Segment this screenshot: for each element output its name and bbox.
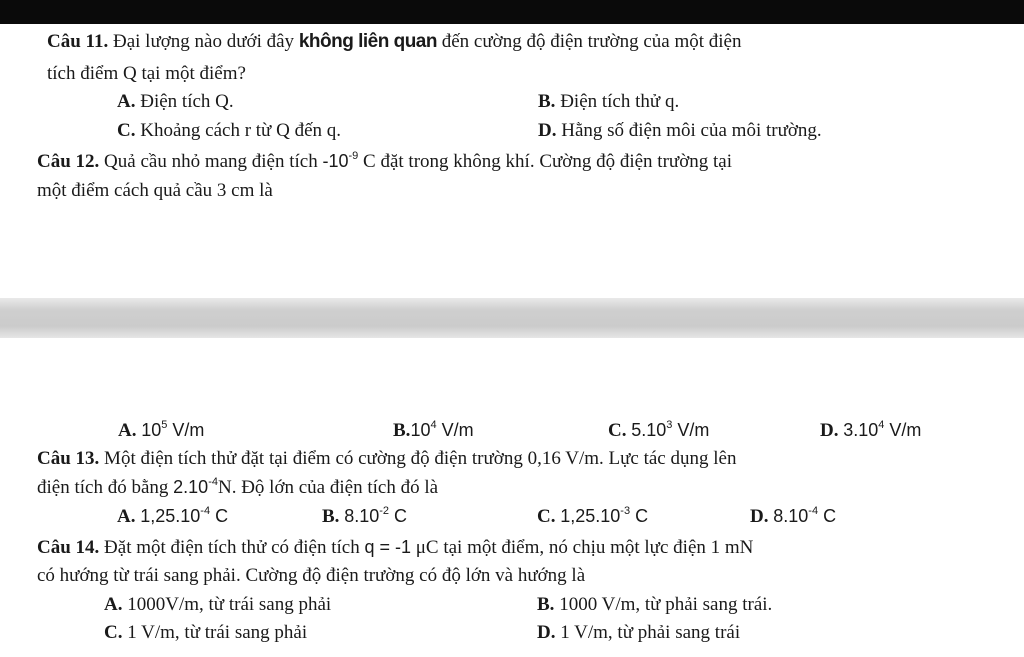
q11-stem-line2: tích điểm Q tại một điểm?: [47, 63, 246, 84]
q12-stem-line2: một điểm cách quả cầu 3 cm là: [37, 180, 273, 201]
q12-stem-line1: Câu 12. Quả cầu nhỏ mang điện tích $-10^{-9}$ C đặt trong không khí. Cường độ điện trường tại: [37, 150, 732, 172]
q11-stem-line1: [47, 31, 742, 53]
q11-highlight: không liên quan: [298, 31, 437, 52]
q12-number: Câu 12.: [37, 151, 100, 172]
top-dark-bar: [0, 0, 1024, 24]
q13-stem-line2: điện tích đó bằng $2.10^{-4}N$. Độ lớn của điện tích đó là: [37, 476, 439, 498]
q11-text-after: đến cường độ điện trường của một điện: [441, 31, 742, 52]
q14-number: Câu 14.: [37, 537, 100, 558]
q13-force: $2.10^{-4}$: [173, 476, 218, 497]
q14-stem-line2: có hướng từ trái sang phải. Cường độ điện trường có độ lớn và hướng là: [37, 565, 586, 586]
q14-stem-line1: Câu 14. Đặt một điện tích thử có điện tích q = -1 μC tại một điểm, nó chịu một lực điện 1 mN: [37, 537, 754, 558]
q11-text-before: Đại lượng nào dưới đây: [113, 31, 295, 52]
q13-stem-line1: Câu 13. Một điện tích thử đặt tại điểm có cường độ điện trường 0,16 V/m. Lực tác dụng lên: [37, 448, 737, 469]
q12-charge: $-10^{-9}$: [322, 150, 359, 171]
q12-option-b[interactable]: $B.10^4$ V/m: [393, 419, 474, 441]
q14-option-a[interactable]: A. 1000V/m, từ trái sang phải: [104, 594, 332, 615]
q14-option-c[interactable]: C. 1 V/m, từ trái sang phải: [104, 622, 308, 643]
gray-separator-band: [0, 298, 1024, 338]
q11-number: Câu 11.: [47, 31, 109, 52]
q14-option-b[interactable]: B. 1000 V/m, từ phải sang trái.: [537, 594, 773, 615]
q14-charge: q = -1: [364, 537, 411, 557]
q12-option-d[interactable]: D. 3.10$^4$ V/m: [820, 419, 922, 441]
q12-option-c[interactable]: C. 5.10$^3$ V/m: [608, 419, 710, 441]
q11-option-a[interactable]: A. Điện tích Q.: [117, 91, 234, 112]
q13-number: Câu 13.: [37, 448, 100, 469]
q13-option-a[interactable]: A. $1,25.10^{-4}$ C: [117, 505, 229, 527]
q11-option-b[interactable]: B. Điện tích thử q.: [538, 91, 680, 112]
q12-option-a[interactable]: A. $10^5$ V/m: [118, 419, 205, 441]
q14-option-d[interactable]: D. 1 V/m, từ phải sang trái: [537, 622, 741, 643]
q13-option-d[interactable]: D. $8.10^{-4}$ C: [750, 505, 837, 527]
q11-option-d[interactable]: D. Hằng số điện môi của môi trường.: [538, 120, 822, 141]
q13-option-b[interactable]: B. $8.10^{-2}$ C: [322, 505, 408, 527]
q11-option-c[interactable]: C. Khoảng cách r từ Q đến q.: [117, 120, 341, 141]
q13-option-c[interactable]: C. $1,25.10^{-3}$ C: [537, 505, 649, 527]
